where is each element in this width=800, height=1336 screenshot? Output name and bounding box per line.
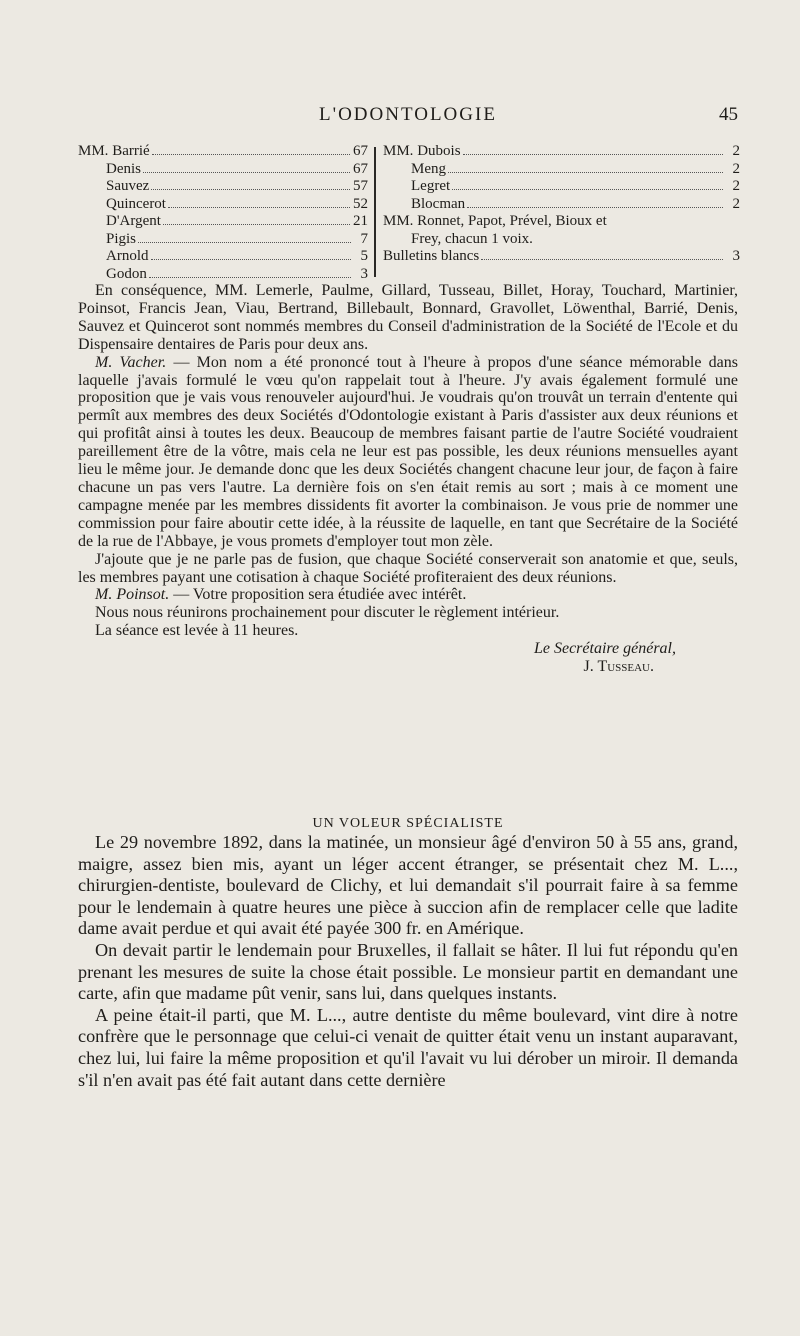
vote-row-blank: Bulletins blancs 3	[383, 248, 740, 264]
article-paragraph: On devait partir le lendemain pour Bruxelles, il fallait se hâter. Il lui fut répondu qu'en prenant les mesures de suite la chose était possible. Le monsieur partit en demandant une carte, afin que madame pût venir, sans lui, dans quelques instants.	[78, 939, 738, 1004]
minutes-paragraph: J'ajoute que je ne parle pas de fusion, que chaque Société conserverait son anatomie et que, seuls, les membres payant une cotisation à chaque Société profiteraient des deux réunions.	[78, 550, 738, 586]
vote-row: Sauvez 57	[106, 178, 368, 194]
vote-row: Denis 67	[106, 160, 368, 177]
minutes-paragraph: En conséquence, MM. Lemerle, Paulme, Gillard, Tusseau, Billet, Horay, Touchard, Martinier, Poinsot, Francis Jean, Viau, Bertrand, Billebault, Bonnard, Gravollet, Löwenthal, Barrié, Denis, Sauvez et Quincerot sont nommés membres du Conseil d'administration de la Société de l'Ecole et du Dispensaire dentaires de Paris pour deux ans.	[78, 282, 738, 353]
page-number: 45	[719, 104, 738, 125]
vote-row: Godon 3	[106, 265, 368, 282]
vote-note: MM. Ronnet, Papot, Prével, Bioux et	[383, 213, 607, 229]
vote-row: Meng 2	[411, 160, 740, 177]
article-body	[78, 832, 738, 1091]
vote-row: Pigis 7	[106, 230, 368, 247]
minutes-paragraph: M. Poinsot. — Votre proposition sera étudiée avec intérêt.	[95, 586, 467, 604]
vote-row: MM. Barrié 67	[78, 143, 368, 159]
vote-row: Blocman 2	[411, 195, 740, 212]
vote-row: Legret 2	[411, 178, 740, 194]
vote-results	[78, 143, 740, 282]
minutes-paragraph: M. Vacher. — Mon nom a été prononcé tout à l'heure à propos d'une séance mémorable dans laquelle j'avais formulé le vœu qu'on rappelait tout à l'heure. J'y avais également formulé une proposition que je vais vous renouveler aujourd'hui. Je voudrais qu'on trouvât un terrain d'entente qui permît aux membres des deux Sociétés d'Odontologie existant à Paris d'assister aux deux réunions et qui profitât ainsi à toutes les deux. Beaucoup de membres faisant partie de l'autre Société voudraient pareillement être de la vôtre, mais cela ne leur est pas possible, les deux réunions mensuelles ayant lieu le même jour. Je demande donc que les deux Sociétés changent chacune leur jour, de façon à faire chacune un pas vers l'autre. La dernière fois on s'en était remis au sort ; mais à ce moment une campagne menée par les membres dissidents fit avorter la combinaison. Je vous prie de nommer une commission pour faire aboutir cette idée, à la réussite de laquelle, en tant que Secrétaire de la Société de la rue de l'Abbaye, je vous promets d'employer tout mon zèle.	[78, 353, 739, 550]
minutes-paragraph: La séance est levée à 11 heures.	[95, 622, 299, 640]
article-title: UN VOLEUR SPÉCIALISTE	[312, 816, 504, 831]
signature-name: J. Tusseau.	[583, 658, 654, 676]
journal-title: L'ODONTOLOGIE	[319, 104, 497, 125]
speaker-name: M. Poinsot.	[95, 586, 170, 604]
meeting-minutes	[78, 282, 738, 676]
vote-row: Quincerot 52	[106, 195, 368, 212]
article-paragraph: A peine était-il parti, que M. L..., autre dentiste du même boulevard, vint dire à notre confrère que le personnage que celui-ci venait de quitter était venu un instant auparavant, chez lui, lui faire la même proposition et qu'il l'avait vu lui dérober un miroir. Il demanda s'il n'en avait pas été fait autant dans cette dernière	[78, 1004, 738, 1090]
vote-column-right	[383, 143, 740, 266]
minutes-paragraph: Nous nous réunirons prochainement pour discuter le règlement intérieur.	[95, 604, 560, 622]
speaker-name: M. Vacher.	[95, 353, 167, 371]
column-divider	[374, 147, 376, 277]
vote-row: Arnold 5	[106, 248, 368, 264]
vote-row: D'Argent 21	[106, 213, 368, 229]
running-header	[78, 104, 738, 130]
vote-row: MM. Dubois 2	[383, 143, 740, 159]
vote-column-left	[78, 143, 368, 283]
article-paragraph: Le 29 novembre 1892, dans la matinée, un monsieur âgé d'environ 50 à 55 ans, grand, maigre, assez bien mis, ayant un léger accent étranger, se présentait chez M. L..., chirurgien-dentiste, boulevard de Clichy, et lui demandait s'il pourrait faire à sa femme pour le lendemain à quatre heures une pièce à succion afin de remplacer celle que ladite dame avait perdue et qui avait été payée 300 fr. en Amérique.	[78, 832, 738, 939]
vote-note-continued: Frey, chacun 1 voix.	[411, 230, 533, 247]
signature-title: Le Secrétaire général,	[533, 640, 676, 658]
